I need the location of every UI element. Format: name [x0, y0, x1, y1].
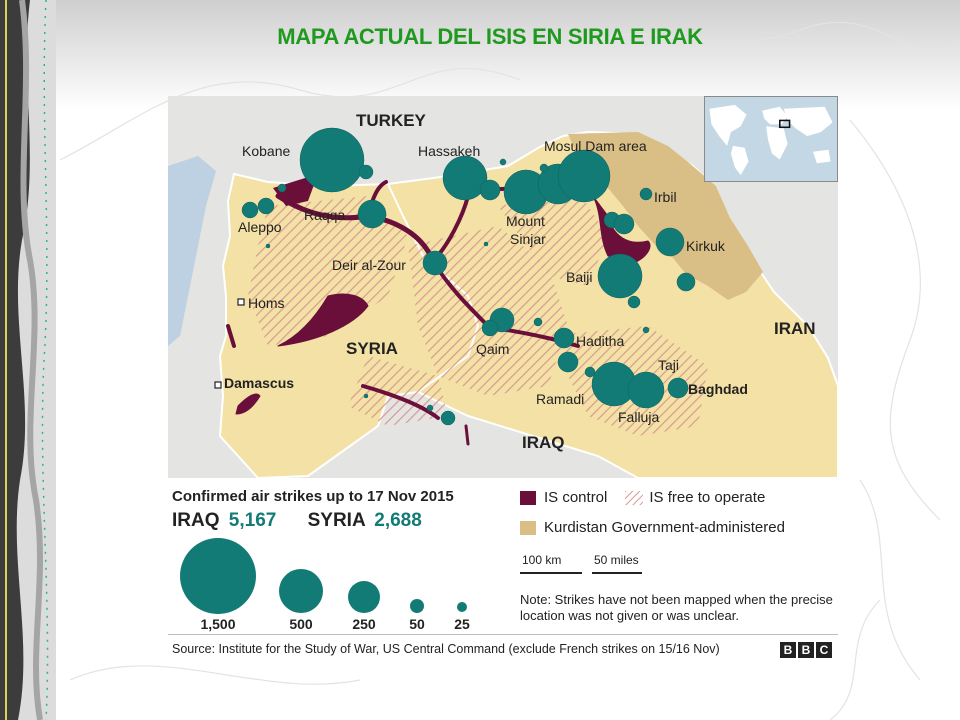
scale-km-bar: [520, 572, 582, 574]
label-deir-al-zour: Deir al-Zour: [332, 257, 406, 273]
label-falluja: Falluja: [618, 409, 660, 425]
label-homs: Homs: [248, 295, 285, 311]
legend-bubble-label: 50: [409, 616, 425, 632]
label-damascus: Damascus: [224, 375, 295, 391]
legend-bubble-1500: [180, 538, 256, 614]
label-mount: Mount: [506, 213, 545, 229]
label-qaim: Qaim: [476, 341, 510, 357]
bbc-logo-letter: B: [798, 642, 814, 658]
slide-title: MAPA ACTUAL DEL ISIS EN SIRIA E IRAK: [277, 24, 703, 49]
label-sinjar: Sinjar: [510, 231, 546, 247]
label-baiji: Baiji: [566, 269, 593, 285]
legend-bubble-250: [348, 581, 380, 613]
map-note: Note: Strikes have not been mapped when the precise location was not given or was unclear.: [520, 592, 833, 623]
legend-title: Confirmed air strikes up to 17 Nov 2015: [172, 488, 454, 505]
label-haditha: Haditha: [576, 333, 625, 349]
decorative-strip: [0, 0, 56, 720]
iraq-total-label: IRAQ: [172, 510, 220, 531]
label-iraq: IRAQ: [522, 433, 565, 452]
scale-miles-bar: [592, 572, 642, 574]
label-kirkuk: Kirkuk: [686, 238, 725, 254]
legend-bubble-label: 1,500: [200, 616, 236, 632]
syria-total-label: SYRIA: [307, 510, 365, 531]
iraq-total-value: 5,167: [228, 510, 277, 531]
is-free-swatch: [625, 491, 643, 505]
world-locator-inset: [704, 96, 838, 182]
label-kobane: Kobane: [242, 143, 291, 159]
label-hassakeh: Hassakeh: [418, 143, 481, 159]
label-baghdad: Baghdad: [688, 381, 748, 397]
scale-miles-label: 50 miles: [594, 553, 639, 567]
key-kurdistan-label: Kurdistan Government-administered: [544, 519, 785, 536]
key-is-free-label: IS free to operate: [649, 489, 766, 506]
legend-bubble-500: [279, 569, 323, 613]
source-text: Source: Institute for the Study of War, US Central Command (exclude French strikes on 15/16 Nov): [172, 642, 720, 656]
legend-bubble-50: [410, 599, 424, 613]
label-turkey: TURKEY: [356, 111, 426, 130]
kurdistan-swatch: [520, 521, 536, 535]
map-figure: [168, 96, 838, 661]
is-control-swatch: [520, 491, 536, 505]
label-ramadi: Ramadi: [536, 391, 585, 407]
key-kurdistan: [520, 519, 785, 536]
legend-bubble-25: [457, 602, 467, 612]
syria-total-value: 2,688: [374, 510, 422, 531]
label-syria: SYRIA: [346, 339, 398, 358]
legend-bubble-label: 500: [289, 616, 313, 632]
bbc-logo: [778, 642, 832, 658]
key-is-control-label: IS control: [544, 489, 608, 506]
source-divider: [168, 634, 838, 635]
label-raqqa: Raqqa: [304, 207, 346, 223]
legend-bubble-label: 25: [454, 616, 470, 632]
legend-bubble-label: 250: [352, 616, 376, 632]
bbc-logo-letter: C: [816, 642, 832, 658]
label-irbil: Irbil: [654, 189, 677, 205]
label-taji: Taji: [658, 357, 680, 373]
label-iran: IRAN: [774, 319, 816, 338]
key-is-control: [520, 489, 765, 506]
label-aleppo: Aleppo: [238, 219, 282, 235]
bbc-logo-letter: B: [780, 642, 796, 658]
label-mosul-dam: Mosul Dam area: [544, 138, 647, 154]
scale-km-label: 100 km: [522, 553, 562, 567]
strike-totals: [172, 510, 422, 532]
